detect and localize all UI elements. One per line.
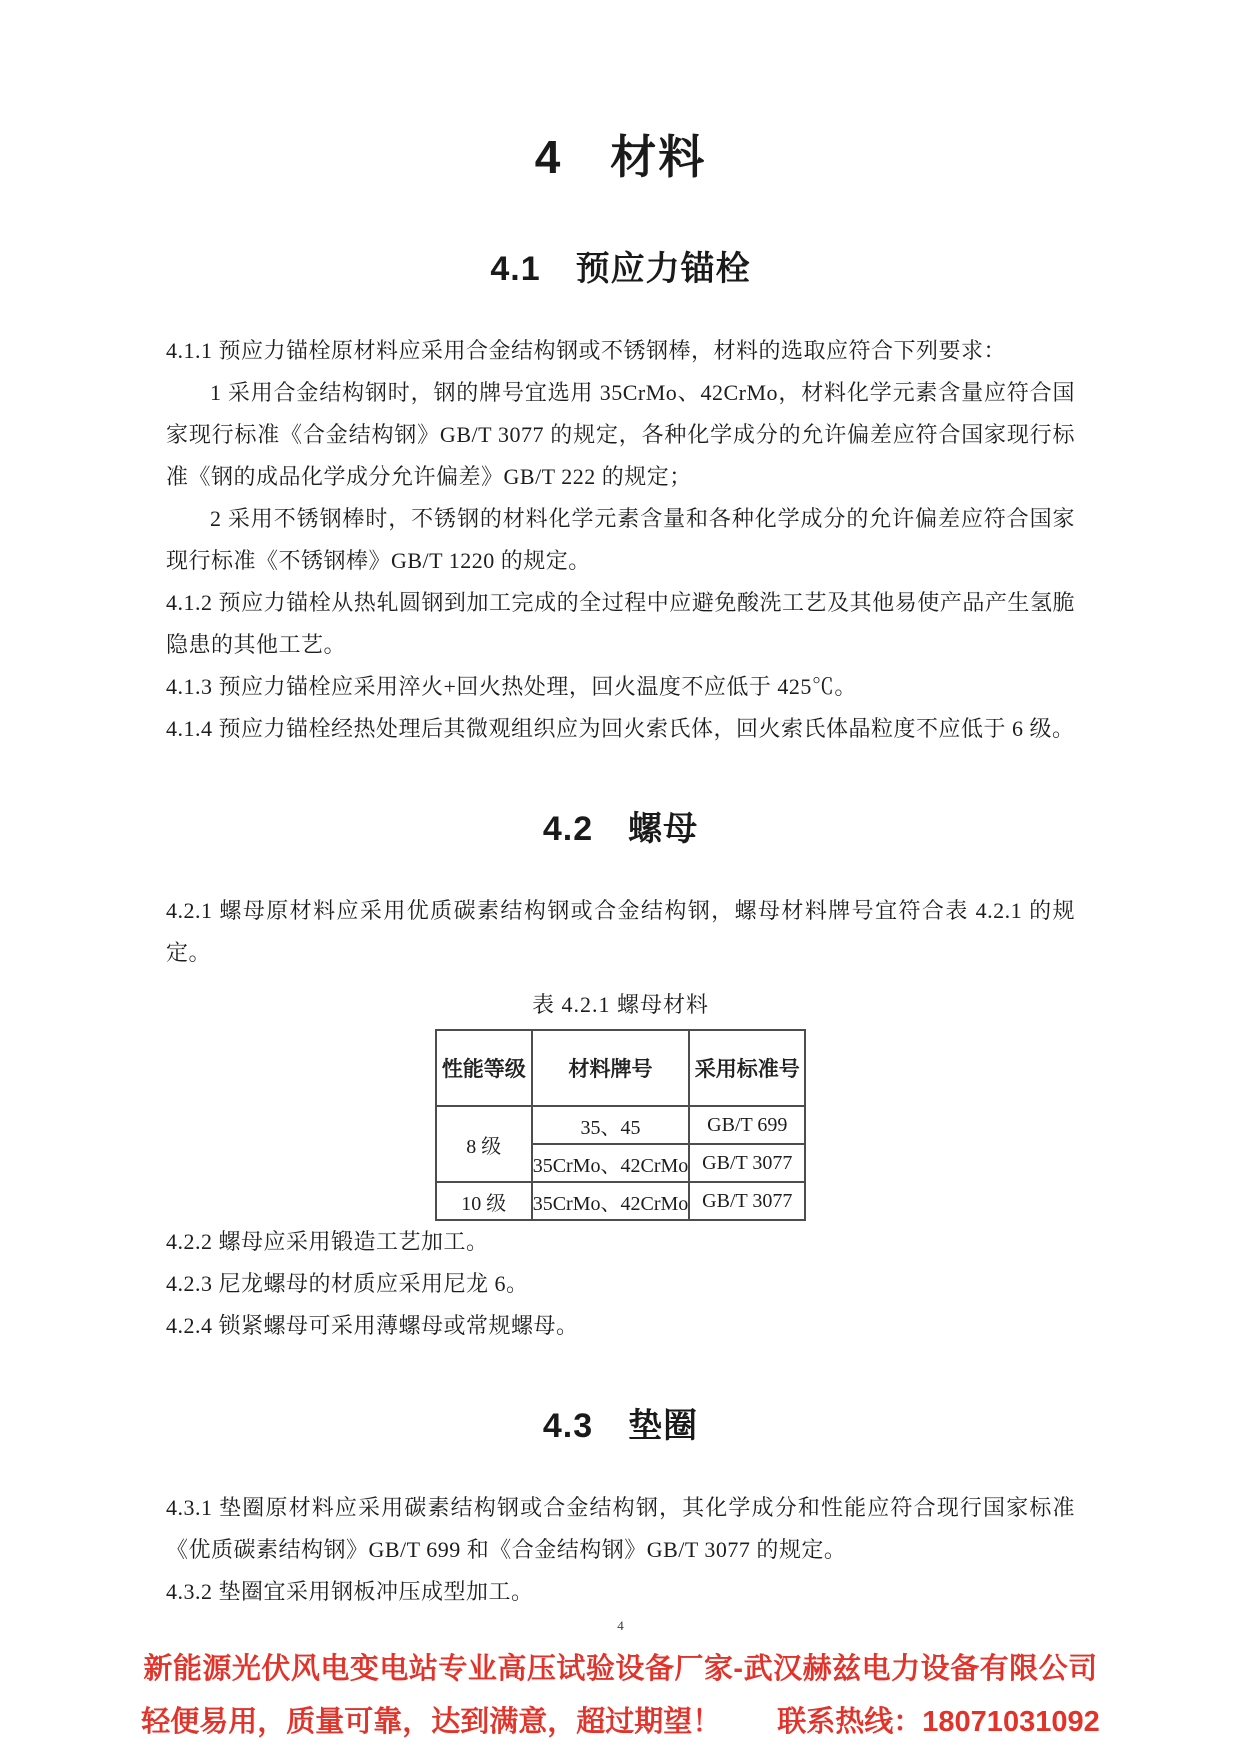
column-header-material: 材料牌号 [532,1030,690,1106]
paragraph-4-2-2: 4.2.2 螺母应采用锻造工艺加工。 [166,1229,489,1254]
cell-material: 35CrMo、42CrMo [532,1144,690,1182]
paragraph-4-2-1: 4.2.1 螺母原材料应采用优质碳素结构钢或合金结构钢，螺母材料牌号宜符合表 4.2.1 的规定。 [166,898,1075,965]
section-heading-4-3: 4.3 垫圈 [542,1407,699,1445]
paragraph-4-1-1-item-1: 1 采用合金结构钢时，钢的牌号宜选用 35CrMo、42CrMo，材料化学元素含量应符合国家现行标准《合金结构钢》GB/T 3077 的规定，各种化学成分的允许偏差应符合国家现行标准《钢的成品化学成分允许偏差》GB/T 222 的规定； [166,380,1075,489]
cell-grade-8: 8 级 [436,1106,532,1182]
table-row [436,1106,806,1144]
footer-banner [0,1650,1241,1741]
paragraph-4-1-1-item-2: 2 采用不锈钢棒时，不锈钢的材料化学元素含量和各种化学成分的允许偏差应符合国家现行标准《不锈钢棒》GB/T 1220 的规定。 [166,506,1075,573]
table-caption: 表 4.2.1 螺母材料 [531,992,709,1017]
cell-material: 35CrMo、42CrMo [532,1182,690,1220]
paragraph-4-2-3: 4.2.3 尼龙螺母的材质应采用尼龙 6。 [166,1271,529,1296]
footer-slogan: 轻便易用，质量可靠，达到满意，超过期望！ [141,1706,722,1738]
section-heading-4-1: 4.1 预应力锚栓 [490,250,751,288]
paragraph-4-3-2: 4.3.2 垫圈宜采用钢板冲压成型加工。 [166,1579,534,1604]
paragraph-4-3-1: 4.3.1 垫圈原材料应采用碳素结构钢或合金结构钢，其化学成分和性能应符合现行国家标准《优质碳素结构钢》GB/T 699 和《合金结构钢》GB/T 3077 的规定。 [166,1495,1075,1562]
nut-material-table [435,1029,807,1221]
paragraph-4-2-4: 4.2.4 锁紧螺母可采用薄螺母或常规螺母。 [166,1313,579,1338]
paragraph-4-1-2: 4.1.2 预应力锚栓从热轧圆钢到加工完成的全过程中应避免酸洗工艺及其他易使产品产生氢脆隐患的其他工艺。 [166,590,1075,657]
section-4-2-body [166,890,1075,1347]
section-heading-4-2: 4.2 螺母 [542,810,699,848]
paragraph-4-1-4: 4.1.4 预应力锚栓经热处理后其微观组织应为回火索氏体，回火索氏体晶粒度不应低于 6 级。 [166,716,1075,741]
column-header-standard: 采用标准号 [689,1030,805,1106]
paragraph-4-1-1: 4.1.1 预应力锚栓原材料应采用合金结构钢或不锈钢棒，材料的选取应符合下列要求： [166,338,1007,363]
cell-standard: GB/T 3077 [689,1182,805,1220]
chapter-title: 4 材料 [534,131,707,183]
page-number: 4 [617,1618,624,1633]
footer-slogan-line [0,1703,1241,1741]
table-row [436,1182,806,1220]
section-4-1-body [166,330,1075,750]
footer-company-line: 新能源光伏风电变电站专业高压试验设备厂家-武汉赫兹电力设备有限公司 [143,1653,1098,1685]
cell-standard: GB/T 699 [689,1106,805,1144]
column-header-grade: 性能等级 [436,1030,532,1106]
cell-material: 35、45 [532,1106,690,1144]
section-4-3-body [166,1487,1075,1613]
cell-grade-10: 10 级 [436,1182,532,1220]
footer-hotline: 联系热线：18071031092 [777,1706,1100,1738]
cell-standard: GB/T 3077 [689,1144,805,1182]
table-header-row [436,1030,806,1106]
paragraph-4-1-3: 4.1.3 预应力锚栓应采用淬火+回火热处理，回火温度不应低于 425℃。 [166,674,857,699]
